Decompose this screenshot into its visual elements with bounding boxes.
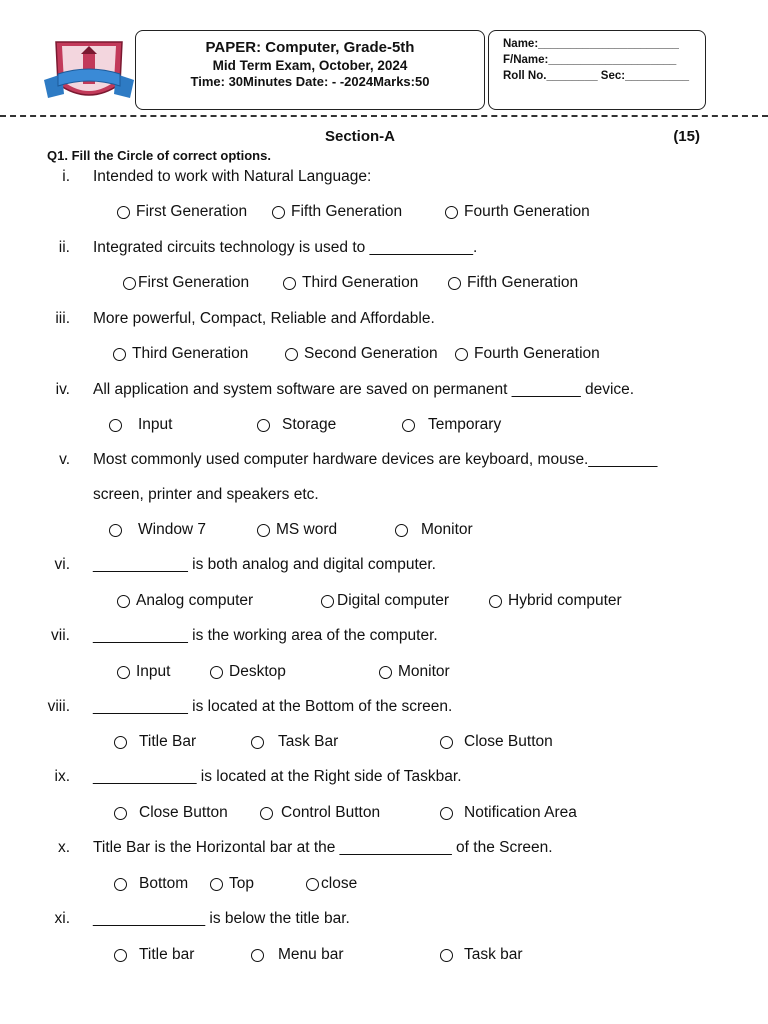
question-number: v. bbox=[59, 451, 70, 468]
option[interactable]: Notification Area bbox=[440, 804, 577, 822]
radio-circle-icon[interactable] bbox=[114, 949, 127, 962]
option[interactable]: Bottom bbox=[114, 875, 188, 893]
question-text: Intended to work with Natural Language: bbox=[93, 168, 372, 185]
header-divider bbox=[0, 115, 768, 117]
student-info-box bbox=[488, 30, 706, 110]
radio-circle-icon[interactable] bbox=[489, 595, 502, 608]
question-number: ix. bbox=[54, 768, 70, 785]
exam-subtitle: Mid Term Exam, October, 2024 bbox=[212, 58, 408, 73]
question-text-continued: screen, printer and speakers etc. bbox=[93, 486, 319, 503]
radio-circle-icon[interactable] bbox=[117, 666, 130, 679]
radio-circle-icon[interactable] bbox=[114, 807, 127, 820]
radio-circle-icon[interactable] bbox=[379, 666, 392, 679]
radio-circle-icon[interactable] bbox=[402, 419, 415, 432]
question-text: _____________ is below the title bar. bbox=[93, 910, 350, 927]
radio-circle-icon[interactable] bbox=[251, 736, 264, 749]
radio-circle-icon[interactable] bbox=[257, 419, 270, 432]
radio-circle-icon[interactable] bbox=[114, 878, 127, 891]
radio-circle-icon[interactable] bbox=[285, 348, 298, 361]
radio-circle-icon[interactable] bbox=[440, 807, 453, 820]
question-text: More powerful, Compact, Reliable and Affordable. bbox=[93, 310, 435, 327]
question-text: Title Bar is the Horizontal bar at the _____________ of the Screen. bbox=[93, 839, 553, 856]
option[interactable]: close bbox=[306, 875, 357, 893]
radio-circle-icon[interactable] bbox=[306, 878, 319, 891]
school-logo bbox=[44, 34, 134, 114]
option[interactable]: Task Bar bbox=[251, 733, 338, 751]
radio-circle-icon[interactable] bbox=[445, 206, 458, 219]
option[interactable]: Desktop bbox=[210, 663, 286, 681]
name-field[interactable]: Name:______________________ bbox=[503, 38, 679, 50]
option[interactable]: Fourth Generation bbox=[455, 345, 600, 363]
radio-circle-icon[interactable] bbox=[109, 419, 122, 432]
question-number: ii. bbox=[58, 239, 70, 256]
radio-circle-icon[interactable] bbox=[117, 206, 130, 219]
question-text: ___________ is the working area of the computer. bbox=[93, 627, 438, 644]
radio-circle-icon[interactable] bbox=[321, 595, 334, 608]
radio-circle-icon[interactable] bbox=[210, 878, 223, 891]
radio-circle-icon[interactable] bbox=[455, 348, 468, 361]
option[interactable]: Third Generation bbox=[283, 274, 418, 292]
question-text: Most commonly used computer hardware devices are keyboard, mouse.________ bbox=[93, 451, 658, 468]
question-text: ___________ is located at the Bottom of the screen. bbox=[93, 698, 453, 715]
question-number: viii. bbox=[47, 698, 70, 715]
option[interactable]: Digital computer bbox=[321, 592, 449, 610]
question-text: All application and system software are saved on permanent ________ device. bbox=[93, 381, 635, 398]
question-number: iv. bbox=[55, 381, 70, 398]
question-instruction: Q1. Fill the Circle of correct options. bbox=[47, 148, 271, 163]
option[interactable]: Title bar bbox=[114, 946, 194, 964]
paper-title: PAPER: Computer, Grade-5th bbox=[205, 39, 415, 56]
question-number: i. bbox=[62, 168, 70, 185]
option[interactable]: Analog computer bbox=[117, 592, 253, 610]
question-text: Integrated circuits technology is used to ____________. bbox=[93, 239, 478, 256]
option[interactable]: Input bbox=[117, 663, 170, 681]
radio-circle-icon[interactable] bbox=[440, 736, 453, 749]
radio-circle-icon[interactable] bbox=[113, 348, 126, 361]
question-number: xi. bbox=[54, 910, 70, 927]
option[interactable]: Top bbox=[210, 875, 254, 893]
option[interactable]: Close Button bbox=[114, 804, 228, 822]
fname-field[interactable]: F/Name:____________________ bbox=[503, 54, 677, 66]
option[interactable]: Close Button bbox=[440, 733, 553, 751]
option[interactable]: Fourth Generation bbox=[445, 203, 590, 221]
radio-circle-icon[interactable] bbox=[272, 206, 285, 219]
radio-circle-icon[interactable] bbox=[117, 595, 130, 608]
option[interactable]: Window 7 bbox=[109, 521, 206, 539]
radio-circle-icon[interactable] bbox=[114, 736, 127, 749]
radio-circle-icon[interactable] bbox=[260, 807, 273, 820]
question-number: iii. bbox=[55, 310, 70, 327]
option[interactable]: First Generation bbox=[117, 203, 247, 221]
radio-circle-icon[interactable] bbox=[283, 277, 296, 290]
section-marks: (15) bbox=[673, 128, 700, 145]
question-text: ____________ is located at the Right side of Taskbar. bbox=[93, 768, 462, 785]
radio-circle-icon[interactable] bbox=[395, 524, 408, 537]
question-text: ___________ is both analog and digital computer. bbox=[93, 556, 436, 573]
option[interactable]: Temporary bbox=[402, 416, 501, 434]
radio-circle-icon[interactable] bbox=[257, 524, 270, 537]
option[interactable]: Second Generation bbox=[285, 345, 438, 363]
question-number: x. bbox=[57, 839, 70, 856]
question-number: vi. bbox=[54, 556, 70, 573]
option[interactable]: Control Button bbox=[260, 804, 380, 822]
option[interactable]: Fifth Generation bbox=[448, 274, 578, 292]
question-number: vii. bbox=[51, 627, 70, 644]
exam-meta: Time: 30Minutes Date: - -2024Marks:50 bbox=[190, 74, 430, 89]
option[interactable]: Monitor bbox=[395, 521, 473, 539]
section-title: Section-A bbox=[324, 128, 395, 145]
option[interactable]: Storage bbox=[257, 416, 336, 434]
option[interactable]: MS word bbox=[257, 521, 337, 539]
option[interactable]: Task bar bbox=[440, 946, 523, 964]
roll-sec-field[interactable]: Roll No.________ Sec:__________ bbox=[503, 70, 690, 82]
option[interactable]: Hybrid computer bbox=[489, 592, 622, 610]
exam-title-box bbox=[135, 30, 485, 110]
radio-circle-icon[interactable] bbox=[123, 277, 136, 290]
option[interactable]: Fifth Generation bbox=[272, 203, 402, 221]
option[interactable]: First Generation bbox=[123, 274, 249, 292]
option[interactable]: Title Bar bbox=[114, 733, 196, 751]
option[interactable]: Third Generation bbox=[113, 345, 248, 363]
radio-circle-icon[interactable] bbox=[448, 277, 461, 290]
option[interactable]: Input bbox=[109, 416, 172, 434]
radio-circle-icon[interactable] bbox=[210, 666, 223, 679]
option[interactable]: Monitor bbox=[379, 663, 450, 681]
option[interactable]: Menu bar bbox=[251, 946, 343, 964]
radio-circle-icon[interactable] bbox=[251, 949, 264, 962]
radio-circle-icon[interactable] bbox=[109, 524, 122, 537]
radio-circle-icon[interactable] bbox=[440, 949, 453, 962]
